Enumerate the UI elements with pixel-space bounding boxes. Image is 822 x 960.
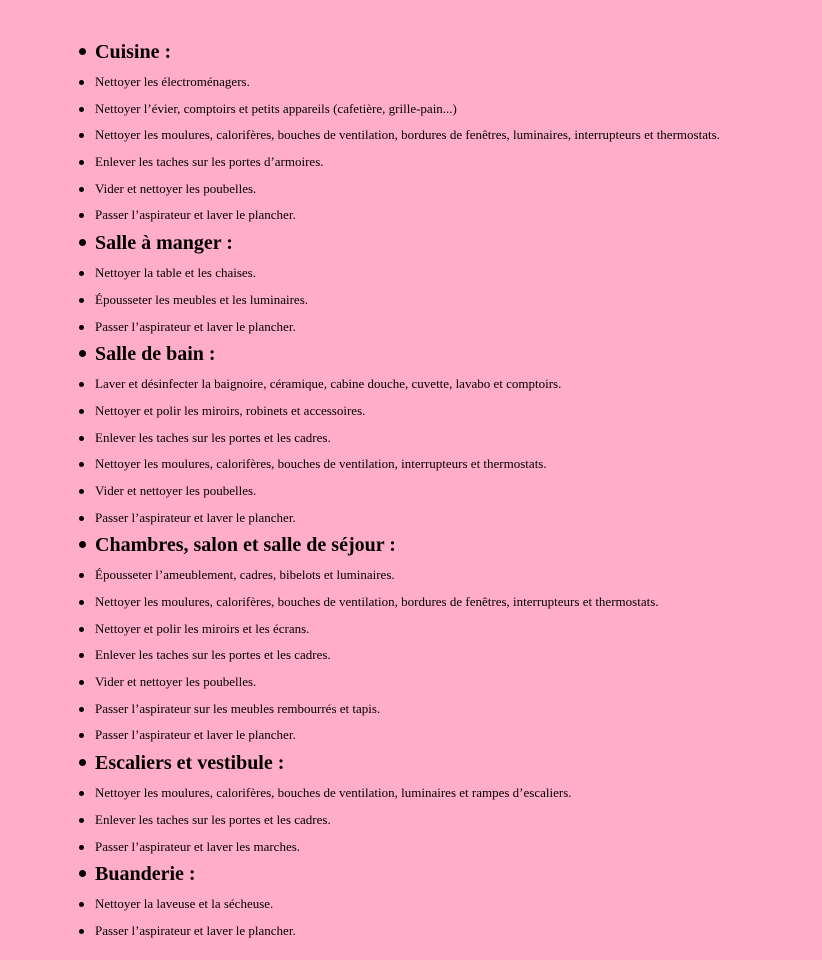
list-item-text: Nettoyer les électroménagers. — [95, 74, 250, 89]
list-item — [0, 616, 822, 643]
cleaning-checklist — [0, 38, 822, 945]
list-item-text: Enlever les taches sur les portes et les cadres. — [95, 811, 331, 827]
list-item-text: Nettoyer l’évier, comptoirs et petits appareils (cafetière, grille-pain...) — [95, 100, 457, 116]
section-title: Cuisine : — [95, 41, 172, 63]
list-item — [0, 398, 822, 425]
list-item-text: Passer l’aspirateur et laver le plancher. — [95, 922, 296, 938]
list-item-text: Nettoyer et polir les miroirs, robinets et accessoires. — [95, 402, 366, 418]
bullet-icon — [79, 627, 84, 632]
list-item-text: Nettoyer les moulures, calorifères, bouches de ventilation, bordures de fenêtres, luminaires, interrupteurs et thermostats. — [95, 127, 720, 143]
bullet-icon — [79, 573, 84, 578]
list-item — [0, 834, 822, 861]
list-item-text: Nettoyer les moulures, calorifères, bouches de ventilation, luminaires et rampes d’escaliers. — [95, 785, 572, 801]
list-item-text: Nettoyer la table et les chaises. — [95, 265, 256, 281]
section-heading — [0, 531, 822, 562]
list-item — [0, 202, 822, 229]
list-item-text: Passer l’aspirateur et laver le plancher. — [95, 727, 296, 743]
list-item — [0, 176, 822, 203]
bullet-icon — [79, 489, 84, 494]
list-item-text: Passer l’aspirateur et laver le plancher. — [95, 207, 296, 223]
bullet-icon — [79, 902, 84, 907]
section-title: Buanderie : — [95, 863, 196, 886]
list-item — [0, 807, 822, 834]
list-item-text: Passer l’aspirateur et laver les marches. — [95, 838, 301, 854]
list-item-text: Enlever les taches sur les portes et les cadres. — [95, 647, 331, 663]
list-item-text: Passer l’aspirateur sur les meubles rembourrés et tapis. — [95, 700, 381, 716]
bullet-icon — [79, 845, 84, 850]
list-item — [0, 96, 822, 123]
list-item — [0, 891, 822, 918]
list-item-text: Vider et nettoyer les poubelles. — [95, 180, 257, 196]
bullet-icon — [79, 271, 84, 276]
section-heading — [0, 38, 822, 69]
section-heading — [0, 340, 822, 371]
bullet-icon — [79, 680, 84, 685]
list-item-text: Enlever les taches sur les portes et les cadres. — [95, 429, 331, 445]
list-item — [0, 371, 822, 398]
list-item-text: Nettoyer et polir les miroirs et les écrans. — [95, 620, 310, 636]
list-item — [0, 314, 822, 341]
list-item — [0, 425, 822, 452]
list-item-text: Laver et désinfecter la baignoire, céramique, cabine douche, cuvette, lavabo et comptoirs. — [95, 376, 562, 392]
list-item — [0, 451, 822, 478]
list-item-text: Épousseter les meubles et les luminaires. — [95, 291, 309, 307]
list-item — [0, 287, 822, 314]
list-item-text: Vider et nettoyer les poubelles. — [95, 482, 257, 498]
bullet-icon — [79, 48, 86, 55]
list-item — [0, 122, 822, 149]
bullet-icon — [79, 107, 84, 112]
section-title: Salle à manger : — [95, 232, 233, 255]
list-item — [0, 918, 822, 945]
bullet-icon — [79, 325, 84, 330]
list-item — [0, 562, 822, 589]
list-item — [0, 505, 822, 532]
list-item — [0, 669, 822, 696]
section-heading — [0, 860, 822, 891]
list-item-text: Enlever les taches sur les portes d’armoires. — [95, 154, 324, 170]
bullet-icon — [79, 133, 84, 138]
section-heading — [0, 749, 822, 780]
section-heading — [0, 229, 822, 260]
bullet-icon — [79, 213, 84, 218]
bullet-icon — [79, 298, 84, 303]
bullet-icon — [79, 350, 86, 357]
bullet-icon — [79, 436, 84, 441]
bullet-icon — [79, 462, 84, 467]
bullet-icon — [79, 733, 84, 738]
list-item-text: Nettoyer la laveuse et la sécheuse. — [95, 896, 274, 912]
list-item — [0, 780, 822, 807]
list-item — [0, 589, 822, 616]
bullet-icon — [79, 187, 84, 192]
bullet-icon — [79, 409, 84, 414]
list-item — [0, 478, 822, 505]
section-title: Salle de bain : — [95, 343, 216, 366]
section-title: Escaliers et vestibule : — [95, 752, 285, 775]
list-item-text: Épousseter l’ameublement, cadres, bibelots et luminaires. — [95, 567, 395, 583]
bullet-icon — [79, 516, 84, 521]
bullet-icon — [79, 600, 84, 605]
list-item — [0, 642, 822, 669]
bullet-icon — [79, 870, 86, 877]
list-item — [0, 69, 822, 96]
list-item — [0, 722, 822, 749]
bullet-icon — [79, 239, 86, 246]
bullet-icon — [79, 541, 86, 548]
bullet-icon — [79, 791, 84, 796]
bullet-icon — [79, 160, 84, 165]
list-item — [0, 696, 822, 723]
bullet-icon — [79, 80, 84, 85]
bullet-icon — [79, 707, 84, 712]
bullet-icon — [79, 759, 86, 766]
bullet-icon — [79, 929, 84, 934]
section-title: Chambres, salon et salle de séjour : — [95, 534, 396, 557]
list-item-text: Passer l’aspirateur et laver le plancher. — [95, 318, 296, 334]
bullet-icon — [79, 653, 84, 658]
bullet-icon — [79, 818, 84, 823]
list-item — [0, 149, 822, 176]
list-item-text: Nettoyer les moulures, calorifères, bouches de ventilation, bordures de fenêtres, interrupteurs et thermostats. — [95, 594, 659, 609]
list-item — [0, 260, 822, 287]
bullet-icon — [79, 382, 84, 387]
list-item-text: Vider et nettoyer les poubelles. — [95, 674, 257, 690]
list-item-text: Nettoyer les moulures, calorifères, bouches de ventilation, interrupteurs et thermostats. — [95, 456, 547, 472]
list-item-text: Passer l’aspirateur et laver le plancher. — [95, 509, 296, 525]
